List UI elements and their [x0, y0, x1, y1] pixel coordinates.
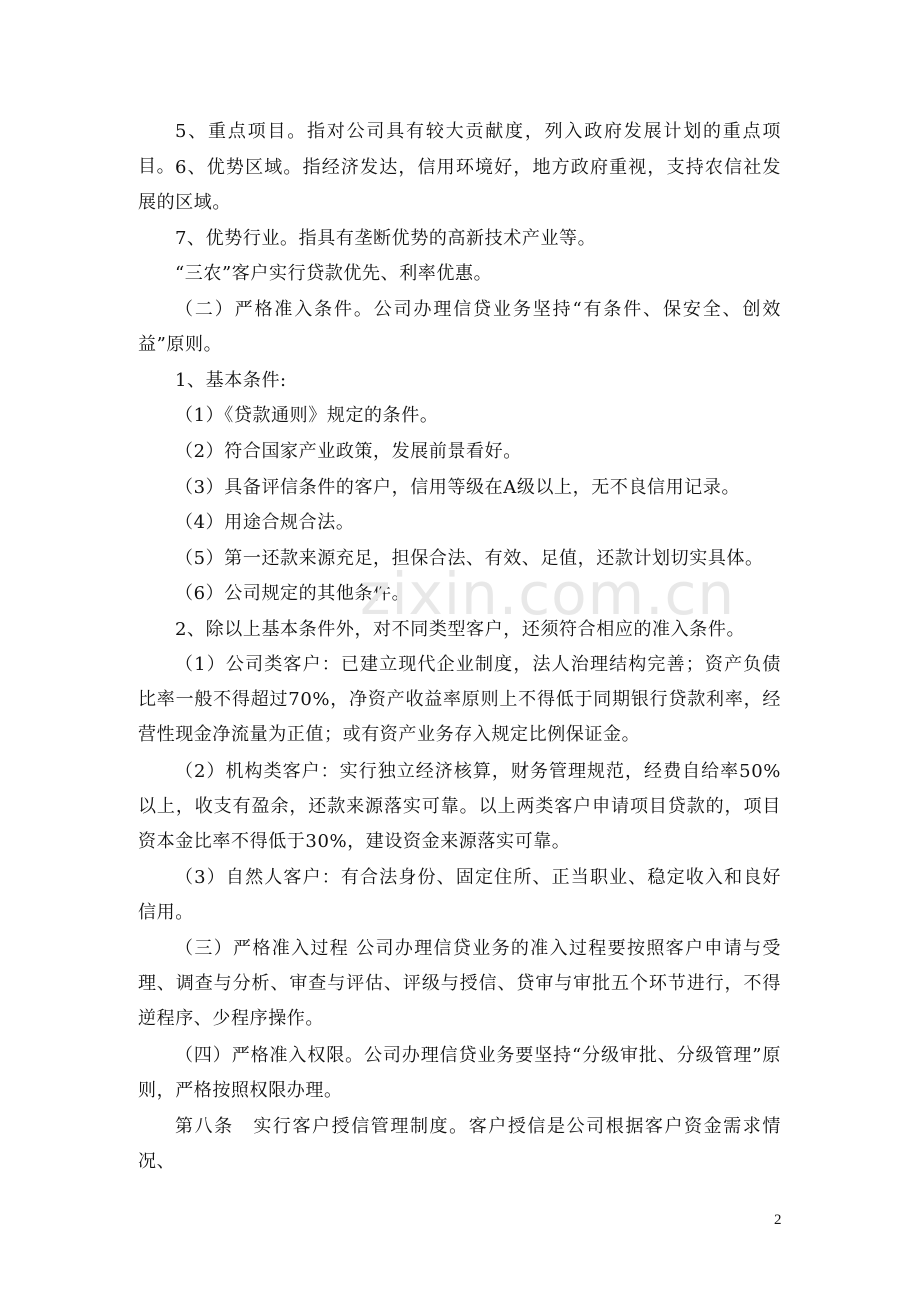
paragraph: 2、除以上基本条件外，对不同类型客户，还须符合相应的准入条件。: [175, 619, 746, 640]
paragraph: （3）具备评信条件的客户，信用等级在A级以上，无不良信用记录。: [175, 477, 741, 498]
paragraph: 5、重点项目。指对公司具有较大贡献度，列入政府发展计划的重点项目。: [138, 121, 781, 177]
paragraph: （2）机构类客户：实行独立经济核算，财务管理规范，经费自给率50%以上，收支有盈余，还款来源落实可靠。以上两类客户申请项目贷款的，项目资本金比率不得低于30%，建设资金来源落实可靠。: [138, 761, 781, 852]
paragraph: 第八条 实行客户授信管理制度。客户授信是公司根据客户资金需求情况、: [138, 1116, 781, 1172]
paragraph: （3）自然人客户：有合法身份、固定住所、正当职业、稳定收入和良好信用。: [138, 867, 781, 923]
paragraph: （1）《贷款通则》规定的条件。: [175, 405, 439, 426]
watermark: zixin.com.cn: [360, 560, 736, 628]
paragraph: （6）公司规定的其他条件。: [175, 583, 411, 604]
paragraph: 1、基本条件:: [175, 370, 287, 391]
paragraph: 7、优势行业。指具有垄断优势的高新技术产业等。: [175, 228, 597, 249]
paragraph: （1）公司类客户：已建立现代企业制度，法人治理结构完善；资产负债比率一般不得超过70%，净资产收益率原则上不得低于同期银行贷款利率，经营性现金净流量为正值；或有资产业务存入规定比例保证金。: [138, 654, 781, 745]
paragraph: （四）严格准入权限。公司办理信贷业务要坚持“分级审批、分级管理”原则，严格按照权限办理。: [138, 1045, 781, 1101]
paragraph: （4）用途合规合法。: [175, 512, 355, 533]
paragraph: （三）严格准入过程 公司办理信贷业务的准入过程要按照客户申请与受理、调查与分析、审查与评估、评级与授信、贷审与审批五个环节进行，不得逆程序、少程序操作。: [138, 938, 781, 1029]
page-number: 2: [774, 1212, 782, 1228]
paragraph: 6、优势区域。指经济发达，信用环境好，地方政府重视，支持农信社发展的区域。: [138, 157, 781, 213]
paragraph: （2）符合国家产业政策，发展前景看好。: [175, 441, 522, 462]
paragraph: “三农”客户实行贷款优先、利率优惠。: [175, 263, 493, 284]
paragraph: （二）严格准入条件。公司办理信贷业务坚持“有条件、保安全、创效益”原则。: [138, 299, 781, 355]
paragraph: （5）第一还款来源充足，担保合法、有效、足值，还款计划切实具体。: [175, 548, 764, 569]
